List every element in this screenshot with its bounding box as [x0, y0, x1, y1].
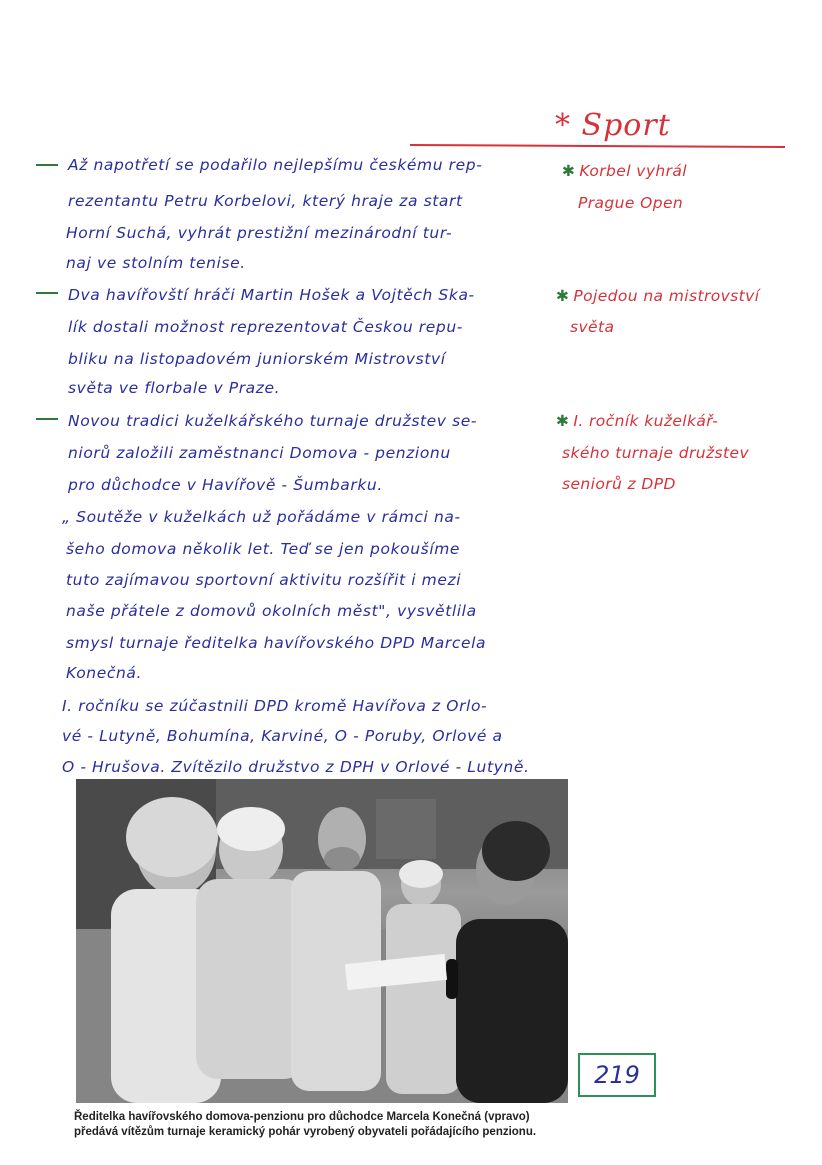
article-2-note-line-2: světa — [570, 318, 615, 336]
article-3-line-7: naše přátele z domovů okolních měst", vysvětlila — [66, 602, 477, 620]
asterisk-icon: ✱ — [556, 287, 570, 305]
section-rule — [410, 144, 785, 148]
article-1-note-line-1: ✱ Korbel vyhrál — [562, 162, 688, 180]
section-title: * Sport — [555, 108, 671, 143]
article-3-note-line-3: seniorů z DPD — [562, 475, 676, 493]
article-3-line-9: Konečná. — [66, 664, 143, 682]
asterisk-icon: ✱ — [556, 412, 570, 430]
article-2-line-2: lík dostali možnost reprezentovat Českou repu- — [68, 318, 463, 336]
article-2-line-1: Dva havířovští hráči Martin Hošek a Vojtěch Ska- — [68, 286, 475, 304]
page-number: 219 — [578, 1053, 656, 1097]
article-3-line-1: Novou tradici kuželkářského turnaje družstev se- — [68, 412, 478, 430]
article-3-note-line-1: ✱ I. ročník kuželkář- — [556, 412, 719, 430]
photo-caption: Ředitelka havířovského domova-penzionu pro důchodce Marcela Konečná (vpravo) předává vítězům turnaje keramický pohár vyrobený obyvateli pořádajícího penzionu. — [74, 1111, 537, 1138]
photo-illustration — [76, 779, 568, 1103]
article-3-line-4: „ Soutěže v kuželkách už pořádáme v rámci na- — [62, 508, 461, 526]
article-2-line-3: bliku na listopadovém juniorském Mistrovství — [68, 350, 446, 368]
article-3-line-8: smysl turnaje ředitelka havířovského DPD Marcela — [66, 634, 487, 652]
article-1-line-2: rezentantu Petru Korbelovi, který hraje za start — [68, 192, 463, 210]
article-3-line-5: šeho domova několik let. Teď se jen pokoušíme — [66, 540, 461, 558]
article-1-line-1: Až napotřetí se podařilo nejlepšímu českému rep- — [68, 156, 483, 174]
article-1-dash — [36, 164, 58, 166]
newspaper-photo — [76, 779, 568, 1103]
article-1-note-line-2: Prague Open — [578, 194, 684, 212]
article-3-line-6: tuto zajímavou sportovní aktivitu rozšířit i mezi — [66, 571, 462, 589]
article-3-line-3: pro důchodce v Havířově - Šumbarku. — [68, 476, 383, 494]
asterisk-icon: ✱ — [562, 162, 576, 180]
article-1-line-4: naj ve stolním tenise. — [66, 254, 246, 272]
article-3-dash — [36, 418, 58, 420]
article-2-note-line-1: ✱ Pojedou na mistrovství — [556, 287, 760, 305]
article-3-line-10: I. ročníku se zúčastnili DPD kromě Havířova z Orlo- — [62, 697, 488, 715]
article-3-note-line-2: ského turnaje družstev — [562, 444, 750, 462]
article-3-line-12: O - Hrušova. Zvítězilo družstvo z DPH v Orlové - Lutyně. — [62, 758, 530, 776]
article-3-line-2: niorů založili zaměstnanci Domova - penzionu — [68, 444, 451, 462]
article-2-dash — [36, 292, 58, 294]
article-1-line-3: Horní Suchá, vyhrát prestižní mezinárodní tur- — [66, 224, 453, 242]
article-3-line-11: vé - Lutyně, Bohumína, Karviné, O - Poruby, Orlové a — [62, 727, 503, 745]
article-2-line-4: světa ve florbale v Praze. — [68, 379, 281, 397]
